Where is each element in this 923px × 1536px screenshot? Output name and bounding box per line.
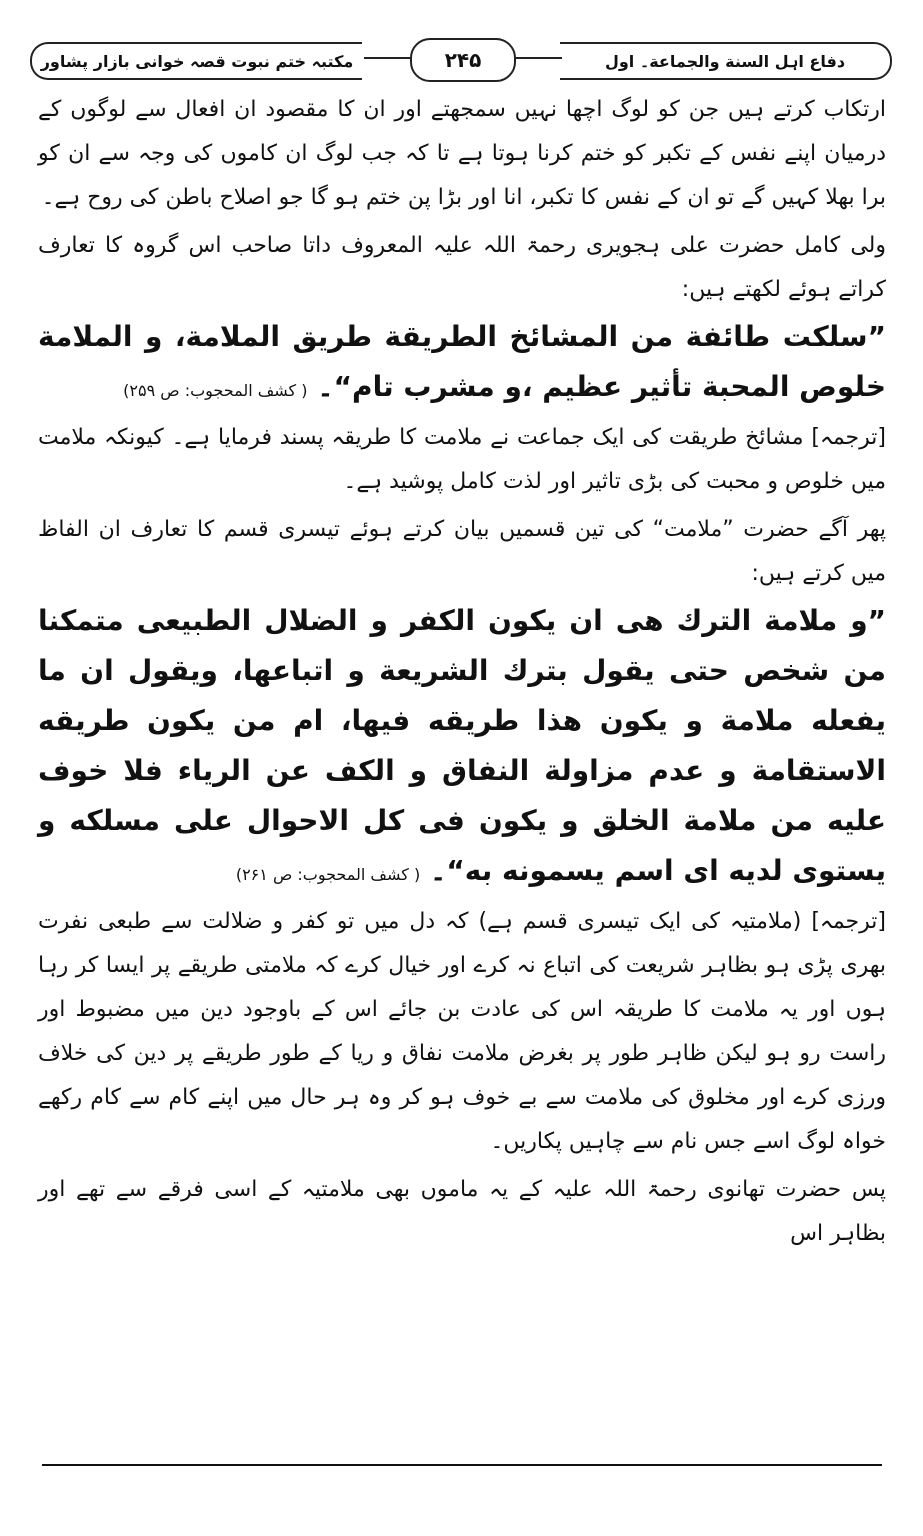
arabic-quote-2-reference: ( کشف المحجوب: ص ۲۶۱) (235, 865, 421, 884)
publisher-label: مکتبہ ختم نبوت قصہ خوانی بازار پشاور (30, 42, 362, 80)
translation-2: [ترجمہ] (ملامتیہ کی ایک تیسری قسم ہے) کہ دل میں تو کفر و ضلالت سے طبعی نفرت بھری پڑی ہو بظاہر شریعت کی اتباع نہ کرے اور خیال کرے کہ ملامتی طریقے پر ایسا کر رہا ہوں اور یہ ملامت کا طریقہ اس کی عادت بن جائے اس کے باوجود دین میں مضبوط اور راست رو ہو لیکن ظاہر طور پر بغرض ملامت نفاق و ریا کے طور طریقے پر دین کی خلاف ورزی کرے اور مخلوق کی ملامت سے بے خوف ہو کر وہ ہر حال میں اپنے کام سے کام رکھے خواہ لوگ اسے جس نام سے چاہیں پکاریں۔ (38, 909, 886, 1154)
arabic-quote-1-text: ”سلکت طائفة من المشائخ الطريقة طريق الملامة، و الملامة خلوص المحبة تأثير عظيم ،و مشرب تام“۔ (38, 320, 886, 403)
arabic-quote-2 (38, 596, 886, 900)
page-number: ۲۴۵ (410, 38, 516, 82)
paragraph-4: پس حضرت تھانوی رحمۃ اللہ علیہ کے یہ ماموں بھی ملامتیہ کے اسی فرقے سے تھے اور بظاہر اس (38, 1177, 886, 1246)
paragraph-3: پھر آگے حضرت ”ملامت“ کی تین قسمیں بیان کرتے ہوئے تیسری قسم کا تعارف ان الفاظ میں کرتے ہیں: (38, 517, 886, 586)
arabic-quote-1-reference: ( کشف المحجوب: ص ۲۵۹) (123, 381, 308, 400)
paragraph-2: ولی کامل حضرت علی ہجویری رحمۃ اللہ علیہ المعروف داتا صاحب اس گروہ کا تعارف کراتے ہوئے لکھتے ہیں: (38, 233, 886, 302)
page-body (38, 88, 886, 1256)
page-header (30, 36, 892, 82)
arabic-quote-2-text: ”و ملامة الترك هی ان يكون الكفر و الضلال الطبيعی متمكنا من شخص حتى يقول بترك الشريعة و اتباعها، ويقول ان ما يفعله ملامة و يكون هذا طريقه فيها، ام من يكون طريقه الاستقامة و عدم مزاولة النفاق و الكف عن الرياء فلا خوف عليه من ملامة الخلق و يكون فى كل الاحوال على مسلكه و يستوى لديه اى اسم يسمونه به“۔ (38, 604, 886, 887)
translation-1: [ترجمہ] مشائخ طریقت کی ایک جماعت نے ملامت کا طریقہ پسند فرمایا ہے۔ کیونکہ ملامت میں خلوص و محبت کی بڑی تاثیر اور لذت کامل پوشید ہے۔ (38, 425, 886, 494)
footer-rule (42, 1464, 882, 1466)
arabic-quote-1 (38, 312, 886, 416)
paragraph-1: ارتکاب کرتے ہیں جن کو لوگ اچھا نہیں سمجھتے اور ان کا مقصود ان افعال سے لوگوں کے درمیان اپنے نفس کے تکبر کو ختم کرنا ہوتا ہے تا کہ جب لوگ ان کاموں کی وجہ سے ان کو برا بھلا کہیں گے تو ان کے نفس کا تکبر، انا اور بڑا پن ختم ہو گا جو اصلاح باطن کی روح ہے۔ (38, 97, 886, 210)
book-title: دفاع اہل السنة والجماعة۔ اول (560, 42, 892, 80)
